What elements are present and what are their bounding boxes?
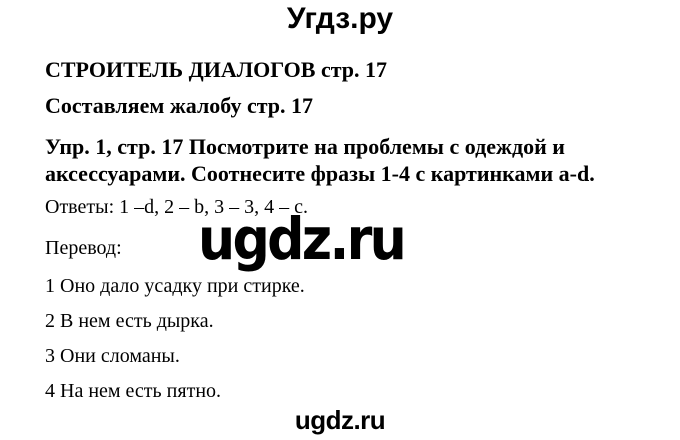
exercise-instruction <box>45 133 595 187</box>
footer-site-name: ugdz.ru <box>294 405 386 435</box>
exercise-instruction-line-1: Упр. 1, стр. 17 Посмотрите на проблемы с одеждой и <box>45 134 565 159</box>
translation-item: 1 Оно дало усадку при стирке. <box>45 275 305 297</box>
exercise-instruction-line-2: аксессуарами. Соотнесите фразы 1-4 с картинками a-d. <box>45 161 595 186</box>
translation-item: 4 На нем есть пятно. <box>45 380 222 402</box>
watermark-text: ugdz.ru <box>198 205 405 273</box>
translation-item: 3 Они сломаны. <box>45 345 180 367</box>
translation-label: Перевод: <box>45 237 122 259</box>
site-header-title: Угдз.ру <box>286 2 394 35</box>
answers-text: Ответы: 1 –d, 2 – b, 3 – 3, 4 – c. <box>45 196 308 218</box>
translation-item: 2 В нем есть дырка. <box>45 310 214 332</box>
subsection-title: Составляем жалобу стр. 17 <box>45 93 314 118</box>
section-title: СТРОИТЕЛЬ ДИАЛОГОВ стр. 17 <box>45 57 388 82</box>
